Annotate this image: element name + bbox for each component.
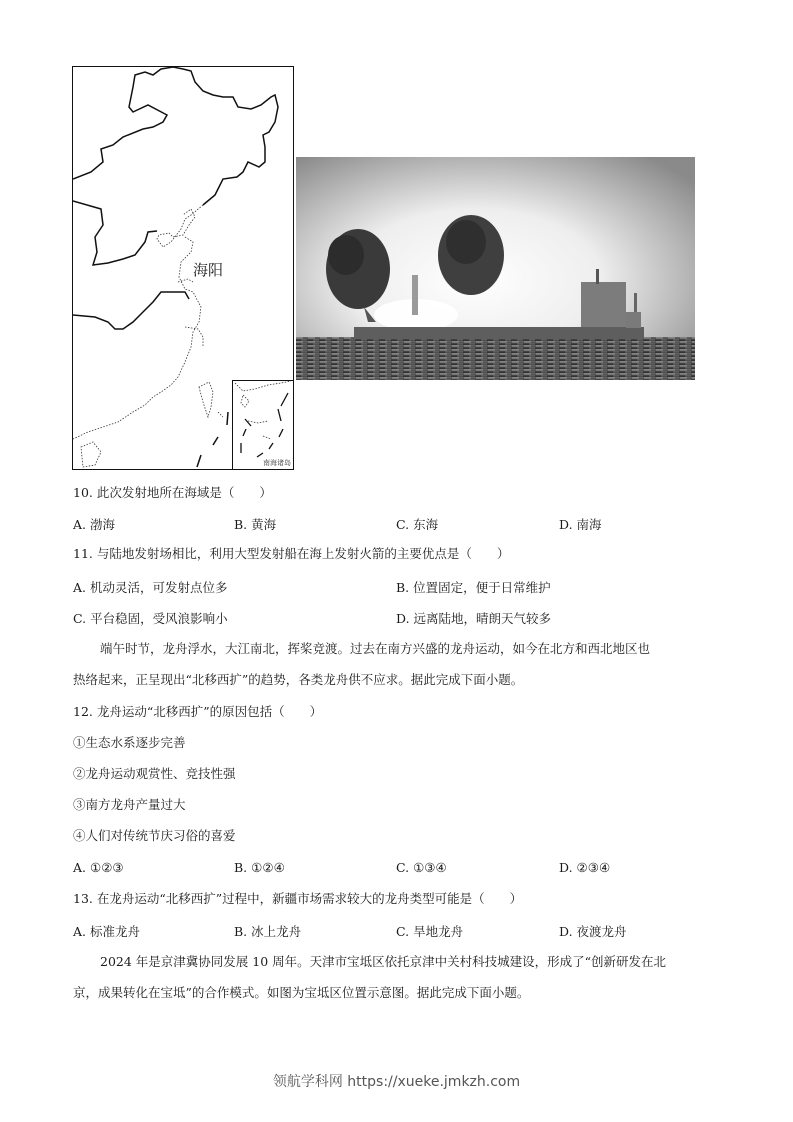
option-text: ②③④ xyxy=(576,860,611,875)
option-key: A. xyxy=(73,924,87,939)
option-text: 机动灵活，可发射点位多 xyxy=(90,580,228,595)
q13-option-b[interactable] xyxy=(234,922,301,940)
q12-option-a[interactable] xyxy=(73,860,124,875)
option-text: 位置固定，便于日常维护 xyxy=(413,580,551,595)
option-key: B. xyxy=(234,517,248,532)
q12-option-b[interactable] xyxy=(234,860,285,875)
q11-option-b[interactable] xyxy=(396,578,551,596)
haiyang-label: 海阳 xyxy=(193,261,224,279)
option-text: ①②④ xyxy=(251,860,285,875)
option-text: 黄海 xyxy=(251,517,277,532)
option-key: B. xyxy=(234,924,248,939)
inset-islands-icon xyxy=(233,381,293,469)
sea-launch-photo xyxy=(296,157,695,380)
option-key: B. xyxy=(396,580,410,595)
q11-option-c[interactable] xyxy=(73,609,228,627)
q10-option-d[interactable] xyxy=(559,515,602,533)
option-text: 标准龙舟 xyxy=(90,924,141,939)
passage-1-line-1: 端午时节，龙舟浮水，大江南北，挥桨竞渡。过去在南方兴盛的龙舟运动，如今在北方和西北地区也 xyxy=(100,641,651,656)
q10-option-b[interactable] xyxy=(234,515,276,533)
option-text: 平台稳固，受风浪影响小 xyxy=(90,611,228,626)
q10-option-a[interactable] xyxy=(73,515,115,533)
question-10 xyxy=(73,485,272,501)
q13-option-d[interactable] xyxy=(559,922,627,940)
q11-option-d[interactable] xyxy=(396,609,551,627)
option-text: 夜渡龙舟 xyxy=(576,924,627,939)
option-text: 渤海 xyxy=(90,517,116,532)
option-text: 东海 xyxy=(413,517,439,532)
option-text: ①②③ xyxy=(90,860,124,875)
question-number: 12. xyxy=(73,704,93,719)
south-china-sea-inset xyxy=(232,380,293,469)
question-number: 11. xyxy=(73,546,93,561)
option-text: 冰上龙舟 xyxy=(251,924,302,939)
option-text: 远离陆地，晴朗天气较多 xyxy=(413,611,552,626)
option-key: A. xyxy=(73,860,87,875)
q12-statement-4: ④人们对传统节庆习俗的喜爱 xyxy=(73,828,236,843)
question-13 xyxy=(73,891,522,907)
option-key: A. xyxy=(73,517,87,532)
q12-statement-1: ①生态水系逐步完善 xyxy=(73,735,186,750)
q12-option-c[interactable] xyxy=(396,860,447,875)
option-key: A. xyxy=(73,580,87,595)
footer-watermark: 领航学科网 https://xueke.jmkzh.com xyxy=(272,1074,521,1090)
q12-statement-2: ②龙舟运动观赏性、竞技性强 xyxy=(73,766,236,781)
option-key: D. xyxy=(559,860,573,875)
question-stem: 在龙舟运动“北移西扩”过程中，新疆市场需求较大的龙舟类型可能是（ ） xyxy=(96,891,523,906)
china-coast-map xyxy=(72,66,294,470)
q11-option-a[interactable] xyxy=(73,578,228,596)
option-key: D. xyxy=(559,517,573,532)
question-stem: 此次发射地所在海域是（ ） xyxy=(96,485,272,500)
question-stem: 与陆地发射场相比，利用大型发射船在海上发射火箭的主要优点是（ ） xyxy=(96,546,510,561)
option-text: ①③④ xyxy=(413,860,447,875)
q12-option-d[interactable] xyxy=(559,860,610,875)
q12-statement-3: ③南方龙舟产量过大 xyxy=(73,797,186,812)
option-key: D. xyxy=(396,611,410,626)
option-key: D. xyxy=(559,924,573,939)
sea-launch-photo-icon xyxy=(296,157,695,380)
question-11 xyxy=(73,546,509,562)
option-key: C. xyxy=(396,924,410,939)
question-12 xyxy=(73,704,322,720)
q13-option-c[interactable] xyxy=(396,922,463,940)
option-key: C. xyxy=(396,517,410,532)
passage-1-line-2: 热络起来，正呈现出“北移西扩”的趋势，各类龙舟供不应求。据此完成下面小题。 xyxy=(73,672,524,687)
q13-option-a[interactable] xyxy=(73,922,140,940)
question-stem: 龙舟运动“北移西扩”的原因包括（ ） xyxy=(96,704,323,719)
passage-2-line-2: 京，成果转化在宝坻”的合作模式。如图为宝坻区位置示意图。据此完成下面小题。 xyxy=(73,985,530,1000)
option-text: 旱地龙舟 xyxy=(413,924,464,939)
passage-2-line-1: 2024 年是京津冀协同发展 10 周年。天津市宝坻区依托京津中关村科技城建设，形成了“创新研发在北 xyxy=(100,954,667,969)
inset-label: 南海诸岛 xyxy=(263,459,291,467)
option-text: 南海 xyxy=(576,517,602,532)
question-number: 13. xyxy=(73,891,93,906)
option-key: C. xyxy=(396,860,410,875)
question-number: 10. xyxy=(73,485,93,500)
q10-option-c[interactable] xyxy=(396,515,438,533)
option-key: C. xyxy=(73,611,87,626)
option-key: B. xyxy=(234,860,248,875)
